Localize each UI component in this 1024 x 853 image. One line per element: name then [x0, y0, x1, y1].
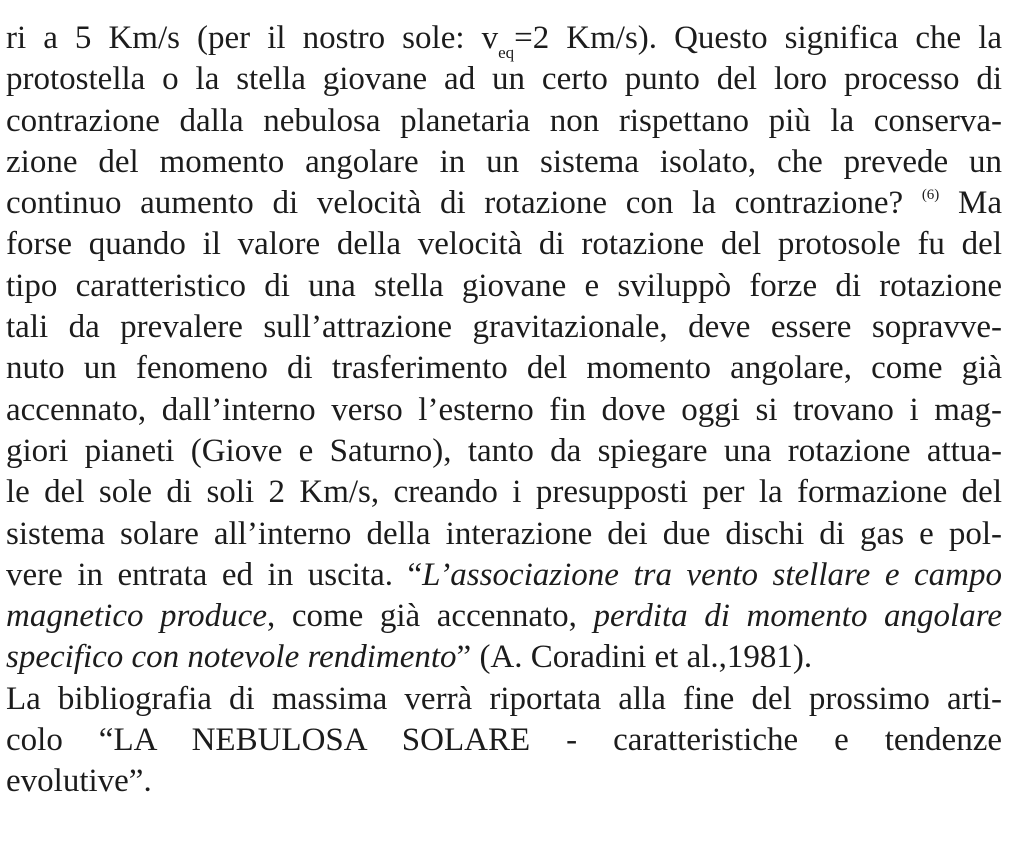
text-line-11: giori pianeti (Giove e Saturno), tanto da spiegare una rotazione attua- — [6, 432, 1002, 469]
text-line-16 — [6, 637, 1002, 678]
text-segment: , come già accennato, — [266, 598, 594, 635]
text-segment: Ma — [939, 185, 1002, 222]
italic-quote: L’associazione tra vento stellare e campo — [422, 556, 1002, 593]
text-line-13: sistema solare all’interno della interazione dei due dischi di gas e pol- — [6, 515, 1002, 552]
text-line-1 — [6, 18, 1003, 62]
italic-quote: perdita di momento angolare — [593, 598, 1002, 635]
text-line-19: evolutive”. — [6, 763, 152, 800]
text-line-6: forse quando il valore della velocità di rotazione del protosole fu del — [6, 226, 1002, 263]
text-segment: vere in entrata ed in uscita. “ — [6, 556, 423, 593]
text-line-18: colo “LA NEBULOSA SOLARE - caratteristiche e tendenze — [6, 722, 1002, 759]
text-line-15 — [6, 596, 1002, 637]
text-line-8: tali da prevalere sull’attrazione gravitazionale, deve essere sopravve- — [6, 309, 1002, 346]
text-line-10: accennato, dall’interno verso l’esterno fin dove oggi si trovano i mag- — [6, 391, 1002, 428]
text-line-17: La bibliografia di massima verrà riportata alla fine del prossimo arti- — [6, 680, 1002, 717]
text-line-14 — [6, 555, 1002, 596]
footnote-ref-6: (6) — [921, 187, 940, 204]
text-segment: =2 Km/s). Questo significa che la — [514, 20, 1003, 56]
text-line-12: le del sole di soli 2 Km/s, creando i presupposti per la formazione del — [6, 474, 1002, 511]
text-line-5 — [6, 183, 1002, 224]
italic-quote: specifico con notevole rendimento — [6, 639, 457, 676]
text-line-9: nuto un fenomeno di trasferimento del momento angolare, come già — [6, 350, 1002, 387]
text-line-3: contrazione dalla nebulosa planetaria non rispettano più la conserva- — [6, 102, 1002, 139]
text-line-7: tipo caratteristico di una stella giovane e sviluppò forze di rotazione — [6, 267, 1002, 304]
text-line-2: protostella o la stella giovane ad un certo punto del loro processo di — [6, 61, 1002, 98]
italic-quote: magnetico produce — [6, 598, 267, 635]
text-segment: ri a 5 Km/s (per il nostro sole: v — [6, 20, 499, 56]
subscript-eq: eq — [498, 43, 515, 62]
text-line-4: zione del momento angolare in un sistema isolato, che prevede un — [6, 143, 1002, 180]
text-segment: continuo aumento di velocità di rotazione con la contrazione? — [6, 185, 922, 222]
citation: ” (A. Coradini et al.,1981). — [456, 639, 813, 676]
document-page — [6, 18, 1002, 803]
